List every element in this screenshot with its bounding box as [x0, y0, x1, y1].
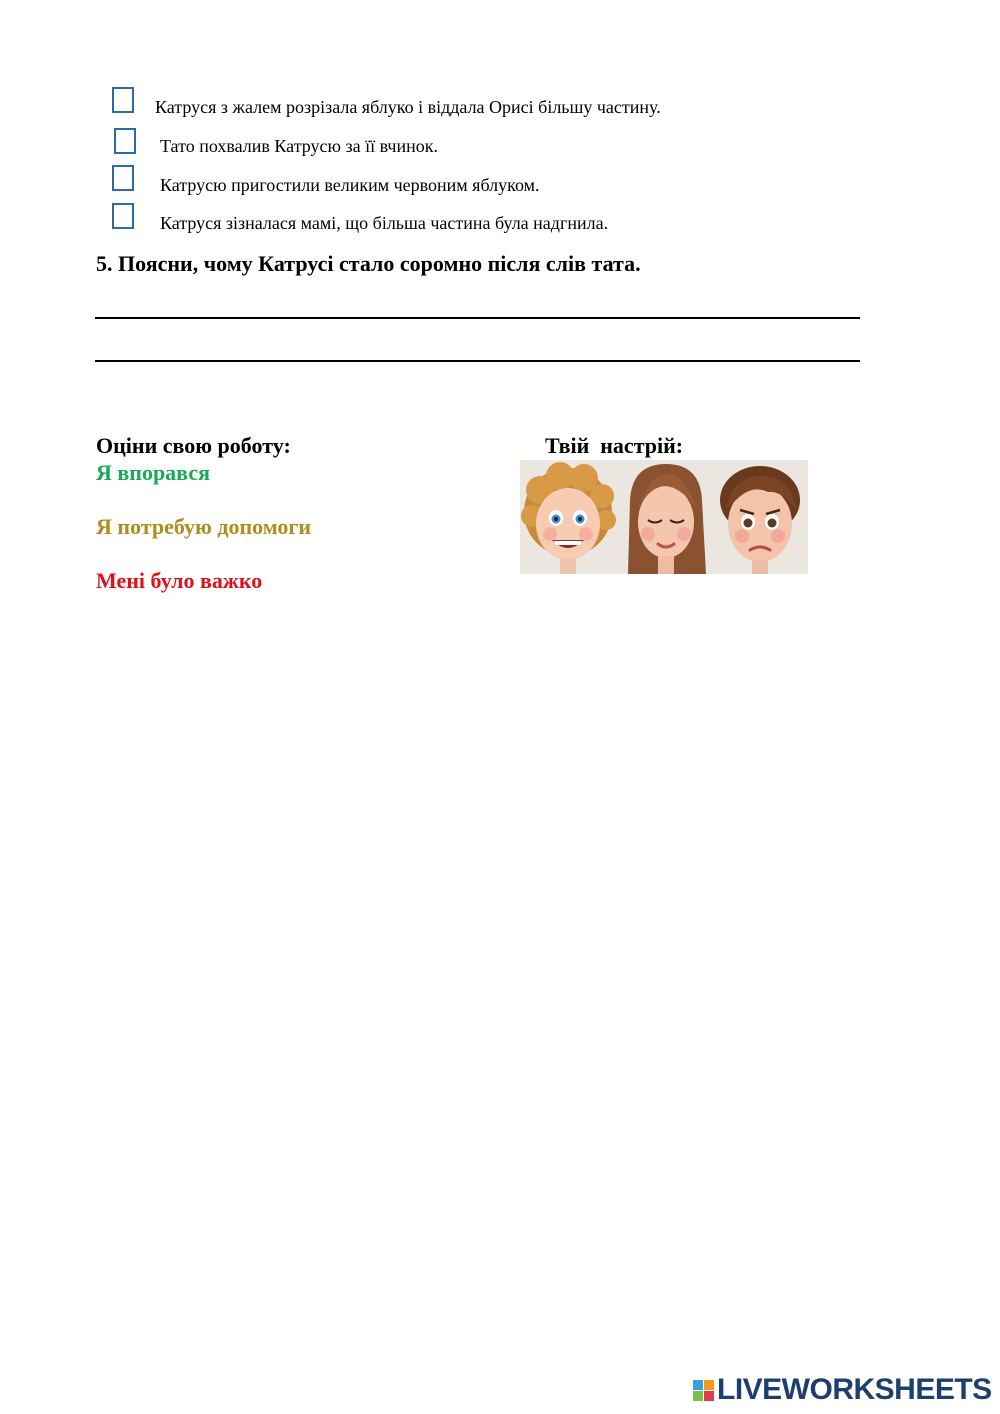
option-3-checkbox[interactable]: [112, 165, 134, 191]
option-3-text: Катрусю пригостили великим червоним яблуком.: [160, 175, 540, 195]
self-assessment-heading: Оціни свою роботу:: [96, 433, 291, 458]
option-4-checkbox[interactable]: [112, 203, 134, 229]
calm-face-icon[interactable]: [628, 464, 706, 574]
rating-hard[interactable]: Мені було важко: [96, 568, 263, 593]
rating-good[interactable]: Я впорався: [96, 460, 210, 485]
option-1-text: Катруся з жалем розрізала яблуко і віддала Орисі більшу частину.: [155, 97, 661, 117]
mood-faces-image: [520, 460, 808, 574]
logo-mark-icon: [693, 1380, 714, 1401]
option-4-text: Катруся зізналася мамі, що більша частина була надгнила.: [160, 213, 609, 233]
mood-heading: Твій настрій:: [545, 433, 684, 458]
logo-text: LIVEWORKSHEETS: [717, 1373, 992, 1406]
option-2-checkbox[interactable]: [114, 128, 136, 154]
answer-line-1[interactable]: [95, 295, 860, 319]
happy-face-icon[interactable]: [521, 462, 616, 574]
liveworksheets-logo: [693, 1374, 992, 1406]
option-2-text: Тато похвалив Катрусю за її вчинок.: [160, 136, 438, 156]
option-1-checkbox[interactable]: [112, 87, 134, 113]
question-5-title: 5. Поясни, чому Катрусі стало соромно після слів тата.: [96, 251, 641, 276]
sad-face-icon[interactable]: [720, 466, 800, 574]
rating-need-help[interactable]: Я потребую допомоги: [96, 514, 312, 539]
answer-line-2[interactable]: [95, 338, 860, 362]
